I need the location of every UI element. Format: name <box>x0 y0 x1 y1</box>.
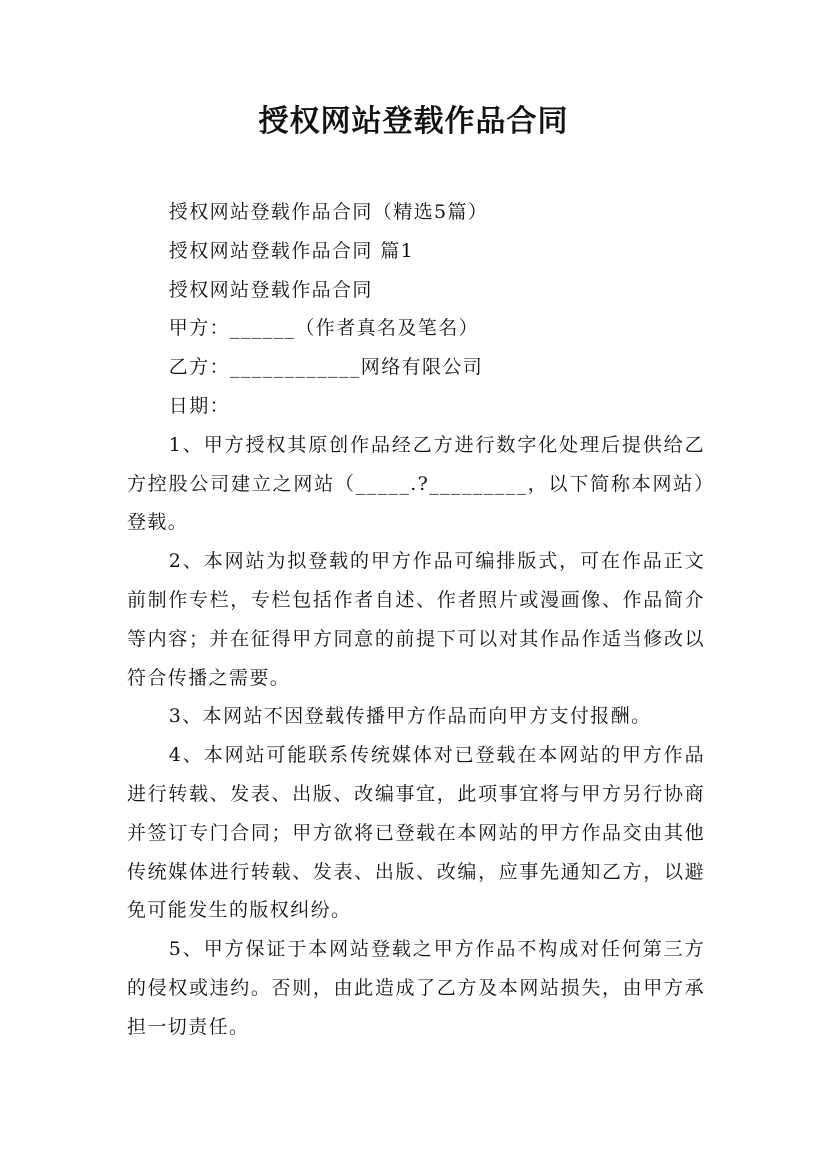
contract-name-line: 授权网站登载作品合同 <box>168 278 373 301</box>
document-body <box>127 193 705 1047</box>
date-line: 日期： <box>168 394 230 417</box>
party-a-line: 甲方：______（作者真名及笔名） <box>168 317 479 340</box>
clause-2: 2、本网站为拟登载的甲方作品可编排版式，可在作品正文前制作专栏，专栏包括作者自述、作者照片或漫画像、作品简介等内容；并在征得甲方同意的前提下可以对其作品作适当修改以符合传播之需要。 <box>127 550 705 689</box>
clause-3: 3、本网站不因登载传播甲方作品而向甲方支付报酬。 <box>168 705 652 728</box>
clause-4: 4、本网站可能联系传统媒体对已登载在本网站的甲方作品进行转载、发表、出版、改编事宜，此项事宜将与甲方另行协商并签订专门合同；甲方欲将已登载在本网站的甲方作品交由其他传统媒体进行转载、发表、出版、改编，应事先通知乙方，以避免可能发生的版权纠纷。 <box>127 744 705 922</box>
party-b-line: 乙方：____________网络有限公司 <box>168 356 484 379</box>
subtitle-line: 授权网站登载作品合同（精选5篇） <box>168 201 489 223</box>
document-title: 授权网站登载作品合同 <box>258 104 569 139</box>
section-heading: 授权网站登载作品合同 篇1 <box>168 239 415 262</box>
clause-1: 1、甲方授权其原创作品经乙方进行数字化处理后提供给乙方控股公司建立之网站（_____.?_________，以下简称本网站）登载。 <box>127 433 705 534</box>
clause-5: 5、甲方保证于本网站登载之甲方作品不构成对任何第三方的侵权或违约。否则，由此造成了乙方及本网站损失，由甲方承担一切责任。 <box>127 938 705 1038</box>
